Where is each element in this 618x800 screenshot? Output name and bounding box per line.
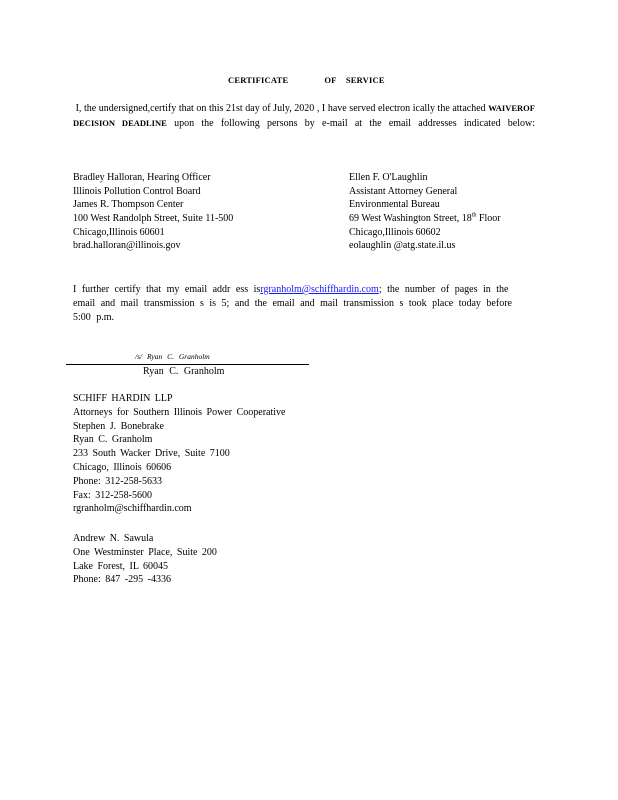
recipient-right-name: Ellen F. O'Laughlin [349, 172, 428, 183]
recipient-left-city: Chicago,Illinois 60601 [73, 226, 165, 238]
certify-pre: I further certify that my email addr ess is [73, 284, 261, 295]
ordinal-suffix: th [471, 212, 477, 219]
second-attorney-name: Andrew N. Sawula [73, 533, 154, 544]
document-title [228, 75, 385, 85]
recipient-left-email: brad.halloran@illinois.gov [73, 240, 181, 252]
title-word-certificate: CERTIFICATE [228, 75, 289, 85]
title-word-of: OF [324, 75, 337, 85]
recipient-right-street: 69 West Washington Street, 18 [349, 213, 472, 225]
recipient-left-street: 100 West Randolph Street, Suite 11-500 [73, 213, 234, 225]
firm-role: Attorneys for Southern Illinois Power Cooperative [73, 406, 286, 418]
signature-line [66, 364, 309, 365]
intro-paragraph [73, 101, 535, 131]
recipient-right-street-line [349, 212, 501, 226]
recipient-right-email: eolaughlin @atg.state.il.us [349, 240, 456, 252]
certify-email-link[interactable]: rgranholm@schiffhardin.com [260, 284, 379, 295]
second-attorney-phone: Phone: 847 -295 -4336 [73, 574, 171, 586]
certify-post: ; the number of pages in the email and mail transmission s is 5; and the email and mail transmission s took place today before 5:00 p.m. [73, 284, 512, 323]
recipient-left-org: Illinois Pollution Control Board [73, 185, 201, 197]
recipient-right [349, 171, 501, 253]
certify-paragraph [73, 283, 535, 325]
recipient-right-title: Assistant Attorney General [349, 185, 458, 197]
title-word-service: SERVICE [345, 75, 385, 85]
firm-city: Chicago, Illinois 60606 [73, 461, 172, 473]
second-attorney-block [73, 532, 217, 587]
second-attorney-street: One Westminster Place, Suite 200 [73, 546, 217, 558]
recipient-right-floor: Floor [478, 213, 501, 225]
document-name: WAIVEROF DECISION DEADLINE [73, 103, 535, 128]
firm-phone: Phone: 312-258-5633 [73, 475, 162, 487]
firm-attorney-2: Ryan C. Granholm [73, 434, 153, 446]
recipient-left-building: James R. Thompson Center [73, 199, 184, 211]
signature-name: Ryan C. Granholm [143, 366, 225, 377]
recipient-right-city: Chicago,Illinois 60602 [349, 226, 441, 238]
firm-email: rgranholm@schiffhardin.com [73, 503, 192, 515]
recipient-left [73, 171, 233, 253]
recipient-left-name: Bradley Halloran, Hearing Officer [73, 172, 211, 183]
firm-fax: Fax: 312-258-5600 [73, 489, 152, 501]
intro-text-1: I, the undersigned,certify that on this 21st day of July, 2020 , I have served electron ically the attached [75, 103, 486, 114]
second-attorney-city: Lake Forest, IL 60045 [73, 560, 169, 572]
intro-text-2: upon the following persons by e-mail at the email addresses indicated below: [174, 118, 536, 129]
firm-block [73, 392, 285, 516]
signature-slash: /s/ Ryan C. Granholm [135, 352, 210, 361]
firm-street: 233 South Wacker Drive, Suite 7100 [73, 448, 230, 460]
firm-attorney-1: Stephen J. Bonebrake [73, 420, 164, 432]
recipient-right-bureau: Environmental Bureau [349, 199, 440, 211]
firm-name: SCHIFF HARDIN LLP [73, 393, 173, 404]
